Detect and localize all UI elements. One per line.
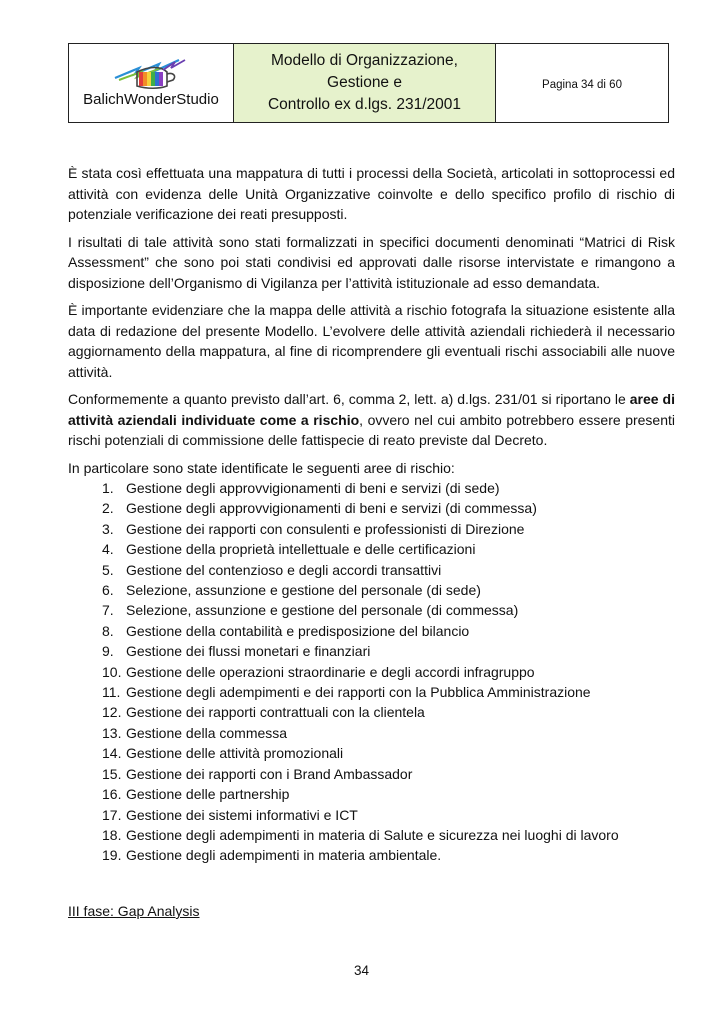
paragraph-4: [68, 389, 675, 451]
page-indicator: [496, 44, 668, 122]
list-item-text: Gestione delle operazioni straordinarie e degli accordi infragruppo: [126, 663, 535, 680]
list-item-text: Gestione delle partnership: [126, 786, 290, 803]
list-item-text: Gestione dei rapporti con i Brand Ambassador: [126, 765, 413, 782]
paragraph-3: È importante evidenziare che la mappa delle attività a rischio fotografa la situazione esistente alla data di redazione del presente Modello. L’evolvere delle attività aziendali richiederà il necessario aggiornamento della mappatura, al fine di ricomprendere gli eventuali rischi associabili alle nuove attività.: [68, 302, 675, 380]
list-item-number: 7.: [102, 602, 114, 619]
list-item: [68, 682, 675, 702]
list-item-number: 19.: [102, 847, 122, 864]
list-item: [68, 580, 675, 600]
list-item-number: 9.: [102, 643, 114, 660]
title-line-1: Modello di Organizzazione, Gestione e: [271, 52, 458, 91]
paragraph-1: È stata così effettuata una mappatura di tutti i processi della Società, articolati in sottoprocessi ed attività con evidenza delle Unità Organizzative coinvolte e dello specifico profilo di rischio di potenziale verificazione dei reati presupposti.: [68, 165, 675, 222]
list-item: [68, 621, 675, 641]
paragraph-4-bold: aree di attività aziendali individuate come a rischio: [68, 391, 676, 428]
page-label: Pagina 34 di 60: [542, 79, 622, 91]
list-item: [68, 641, 675, 661]
list-item-text: Gestione della contabilità e predisposizione del bilancio: [126, 622, 470, 639]
list-item-text: Gestione degli approvvigionamenti di beni e servizi (di sede): [126, 480, 500, 496]
list-item-text: Gestione della proprietà intellettuale e delle certificazioni: [126, 541, 476, 558]
list-item: [68, 805, 675, 825]
list-item: [68, 600, 675, 620]
list-item-number: 8.: [102, 622, 114, 639]
list-item-number: 2.: [102, 500, 114, 517]
list-item-text: Gestione degli adempimenti e dei rapporti con la Pubblica Amministrazione: [126, 684, 591, 701]
list-item-number: 1.: [102, 480, 114, 496]
list-item-text: Gestione della commessa: [126, 724, 288, 741]
list-item-text: Selezione, assunzione e gestione del personale (di commessa): [126, 602, 519, 619]
list-item: [68, 764, 675, 784]
document-title: [234, 44, 496, 122]
paragraph-4-pre: Conformemente a quanto previsto dall’art. 6, comma 2, lett. a) d.lgs. 231/01 si riportano le: [68, 391, 630, 407]
list-item-number: 13.: [102, 724, 122, 741]
body-content: [68, 163, 675, 866]
paragraph-2: I risultati di tale attività sono stati formalizzati in specifici documenti denominati “Matrici di Risk Assessment” che sono poi stati condivisi ed approvati dalle risorse intervistate e rimangono a disposizione dell’Organismo di Vigilanza per l’attività istituzionale ad esso demandata.: [68, 233, 675, 291]
list-item-number: 14.: [102, 745, 122, 762]
list-item-number: 4.: [102, 541, 114, 558]
list-item-number: 6.: [102, 582, 114, 599]
list-item-number: 3.: [102, 520, 114, 537]
list-item: [68, 743, 675, 763]
list-item: [68, 825, 675, 845]
list-item-number: 18.: [102, 826, 122, 843]
list-item-text: Gestione del contenzioso e degli accordi transattivi: [126, 561, 442, 578]
list-item: [68, 498, 675, 518]
list-item-text: Gestione dei rapporti con consulenti e professionisti di Direzione: [126, 520, 525, 537]
title-line-2: Controllo ex d.lgs. 231/2001: [267, 96, 462, 113]
list-item: [68, 702, 675, 722]
paragraph-4-post: , ovvero nel cui ambito potrebbero essere presenti rischi potenziali di commissione delle fattispecie di reato previste dal Decreto.: [68, 411, 675, 448]
list-item-number: 5.: [102, 561, 114, 578]
phase-heading: III fase: Gap Analysis: [68, 903, 200, 919]
list-item: [68, 478, 675, 498]
list-intro: In particolare sono state identificate le seguenti aree di rischio:: [68, 459, 455, 476]
list-item: [68, 560, 675, 580]
rainbow-hand-logo-icon: [109, 56, 193, 92]
list-item-text: Gestione degli approvvigionamenti di beni e servizi (di commessa): [126, 500, 537, 517]
list-item-number: 15.: [102, 765, 122, 782]
list-item-text: Gestione delle attività promozionali: [126, 745, 344, 762]
list-item-number: 11.: [102, 684, 121, 701]
brand-name: BalichWonderStudio: [83, 91, 219, 108]
page-header: [68, 43, 669, 123]
logo-cell: [69, 44, 234, 122]
list-item-text: Gestione dei rapporti contrattuali con la clientela: [126, 704, 425, 721]
list-item-text: Gestione degli adempimenti in materia ambientale.: [126, 847, 442, 864]
list-item-number: 10.: [102, 663, 122, 680]
list-item: [68, 784, 675, 804]
list-item-text: Gestione dei sistemi informativi e ICT: [126, 806, 358, 823]
list-item-text: Gestione degli adempimenti in materia di Salute e sicurezza nei luoghi di lavoro: [126, 826, 619, 843]
list-item: [68, 539, 675, 559]
list-item-text: Selezione, assunzione e gestione del personale (di sede): [126, 582, 481, 599]
list-item: [68, 519, 675, 539]
list-item-number: 16.: [102, 786, 122, 803]
list-item-number: 17.: [102, 806, 122, 823]
list-item: [68, 845, 675, 865]
list-item-number: 12.: [102, 704, 122, 721]
list-item: [68, 662, 675, 682]
risk-areas-list: [68, 478, 675, 866]
page-number: 34: [353, 963, 370, 978]
list-item: [68, 723, 675, 743]
list-item-text: Gestione dei flussi monetari e finanziari: [126, 643, 371, 660]
